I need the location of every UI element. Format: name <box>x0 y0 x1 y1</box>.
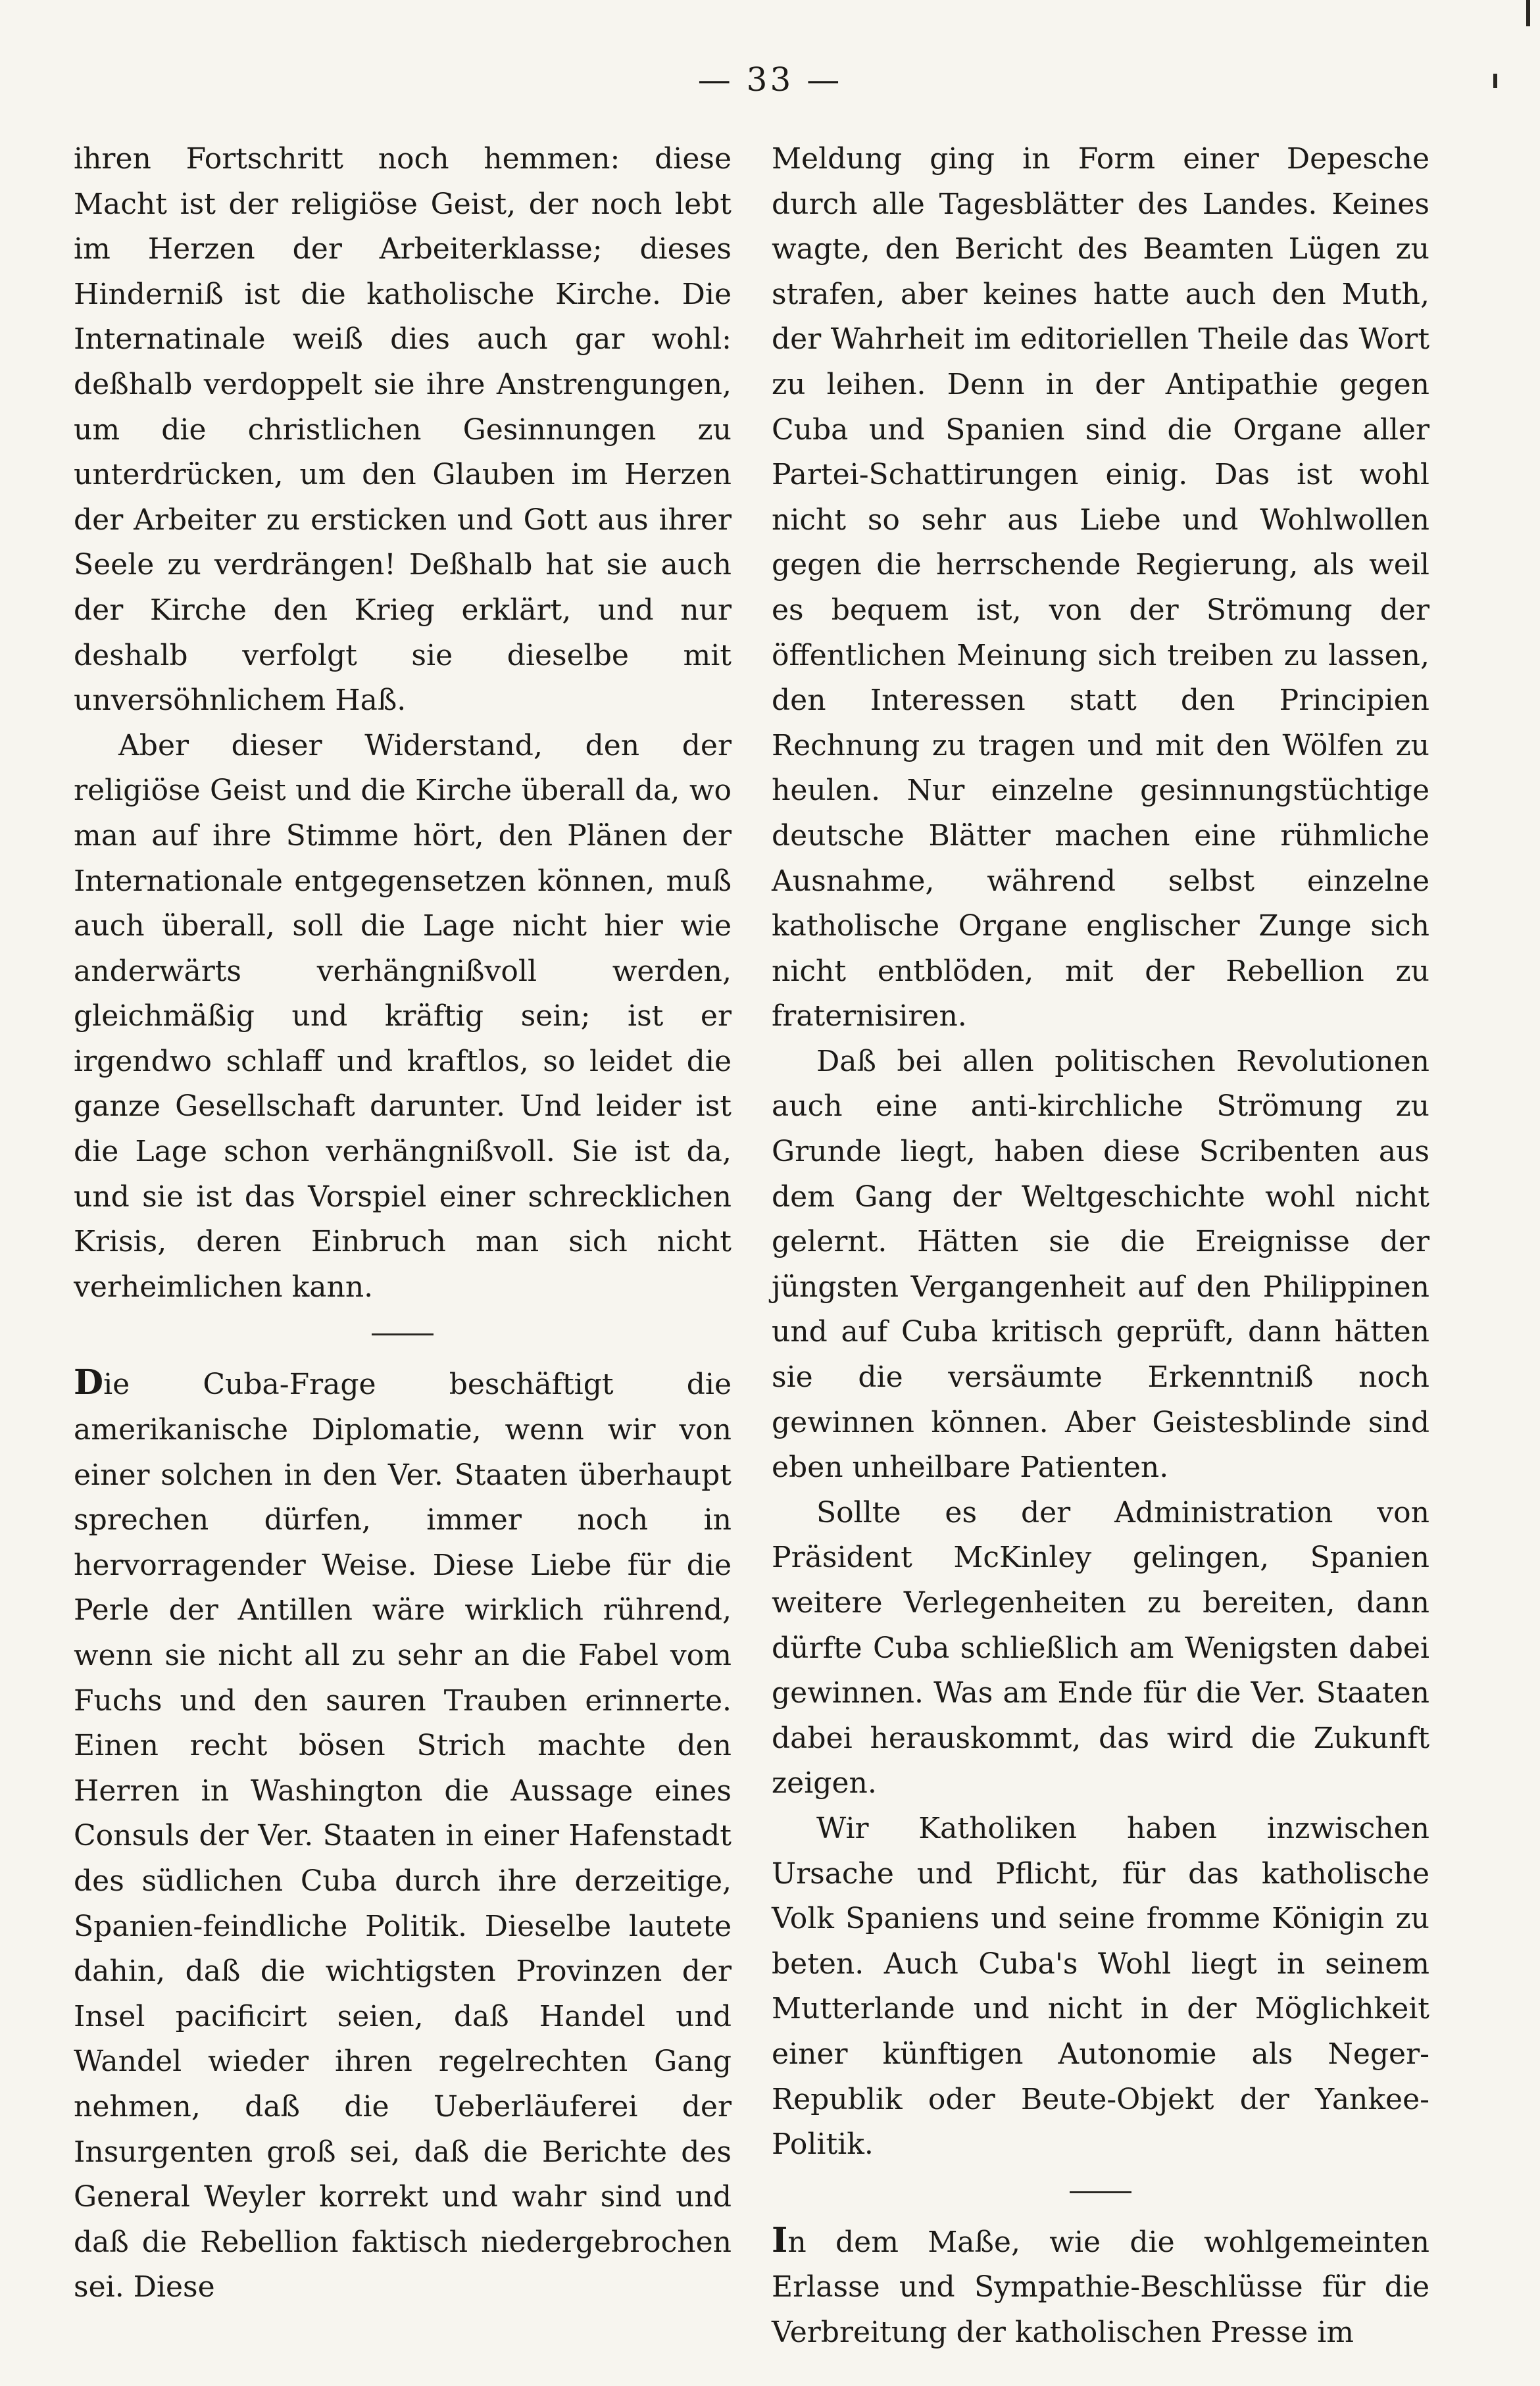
paragraph: Wir Katholiken haben inzwischen Ursache und Pflicht, für das katholische Volk Spaniens und seine fromme Königin zu beten. Auch Cuba's Wohl liegt in seinem Mutterlande und nicht in der Möglichkeit einer künftigen Autonomie als Neger-Republik oder Beute-Objekt der Yankee-Politik. <box>772 1811 1429 2162</box>
section-separator <box>1070 2191 1131 2193</box>
paragraph: Aber dieser Widerstand, den der religiöse Geist und die Kirche überall da, wo man auf ihre Stimme hört, den Plänen der Internationale entgegensetzen können, muß auch überall, soll die Lage nicht hier wie anderwärts verhängnißvoll werden, gleichmäßig und kräftig sein; ist er irgendwo schlaff und kraftlos, so leidet die ganze Gesellschaft darunter. Und leider ist die Lage schon verhängnißvoll. Sie ist da, und sie ist das Vorspiel einer schrecklichen Krisis, deren Einbruch man sich nicht verheimlichen kann. <box>74 728 732 1304</box>
initial-letter: D <box>74 1362 104 1403</box>
paragraph <box>772 2218 1429 2356</box>
paragraph: Sollte es der Administration von Präsident McKinley gelingen, Spanien weitere Verlegenheiten zu bereiten, dann dürfte Cuba schließlich am Wenigsten dabei gewinnen. Was am Ende für die Ver. Staaten dabei herauskommt, das wird die Zukunft zeigen. <box>772 1495 1429 1801</box>
page-number: — 33 — <box>697 61 843 99</box>
left-column <box>74 137 732 2310</box>
paragraph: Daß bei allen politischen Revolutionen auch eine anti-kirchliche Strömung zu Grunde liegt, haben diese Scribenten aus dem Gang der Weltgeschichte wohl nicht gelernt. Hätten sie die Ereignisse der jüngsten Vergangenheit auf den Philippinen und auf Cuba kritisch geprüft, dann hätten sie die versäumte Erkenntniß noch gewinnen können. Aber Geistesblinde sind eben unheilbare Patienten. <box>772 1044 1429 1485</box>
paragraph: Meldung ging in Form einer Depesche durch alle Tagesblätter des Landes. Keines wagte, den Bericht des Beamten Lügen zu strafen, aber keines hatte auch den Muth, der Wahrheit im editoriellen Theile das Wort zu leihen. Denn in der Antipathie gegen Cuba und Spanien sind die Organe aller Partei-Schattirungen einig. Das ist wohl nicht so sehr aus Liebe und Wohlwollen gegen die herrschende Regierung, als weil es bequem ist, von der Strömung der öffentlichen Meinung sich treiben zu lassen, den Interessen statt den Principien Rechnung zu tragen und mit den Wölfen zu heulen. Nur einzelne gesinnungstüchtige deutsche Blätter machen eine rühmliche Ausnahme, während selbst einzelne katholische Organe englischer Zunge sich nicht entblöden, mit der Rebellion zu fraternisiren. <box>772 142 1429 1033</box>
paragraph-text: ie Cuba-Frage beschäftigt die amerikanische Diplomatie, wenn wir von einer solchen in den Ver. Staaten überhaupt sprechen dürfen, immer noch in hervorragender Weise. Diese Liebe für die Perle der Antillen wäre wirklich rührend, wenn sie nicht all zu sehr an die Fabel vom Fuchs und den sauren Trauben erinnerte. Einen recht bösen Strich machte den Herren in Washington die Aussage eines Consuls der Ver. Staaten in einer Hafenstadt des südlichen Cuba durch ihre derzeitige, Spanien-feindliche Politik. Dieselbe lautete dahin, daß die wichtigsten Provinzen der Insel pacificirt seien, daß Handel und Wandel wieder ihren regelrechten Gang nehmen, daß die Ueberläuferei der Insurgenten groß sei, daß die Berichte des General Weyler korrekt und wahr sind und daß die Rebellion faktisch niedergebrochen sei. Diese <box>74 1368 732 2304</box>
paragraph: ihren Fortschritt noch hemmen: diese Macht ist der religiöse Geist, der noch lebt im Herzen der Arbeiterklasse; dieses Hinderniß ist die katholische Kirche. Die Internatinale weiß dies auch gar wohl: deßhalb verdoppelt sie ihre Anstrengungen, um die christlichen Gesinnungen zu unterdrücken, um den Glauben im Herzen der Arbeiter zu ersticken und Gott aus ihrer Seele zu verdrängen! Deßhalb hat sie auch der Kirche den Krieg erklärt, und nur deshalb verfolgt sie dieselbe mit unversöhnlichem Haß. <box>74 142 732 718</box>
margin-mark <box>1526 0 1530 26</box>
right-column <box>772 137 1429 2356</box>
section-separator <box>372 1333 434 1335</box>
paragraph-text: n dem Maße, wie die wohlgemeinten Erlasse und Sympathie-Beschlüsse für die Verbreitung der katholischen Presse im <box>772 2225 1429 2349</box>
initial-letter: I <box>772 2220 788 2260</box>
paragraph <box>74 1360 732 2310</box>
margin-mark <box>1493 74 1497 88</box>
